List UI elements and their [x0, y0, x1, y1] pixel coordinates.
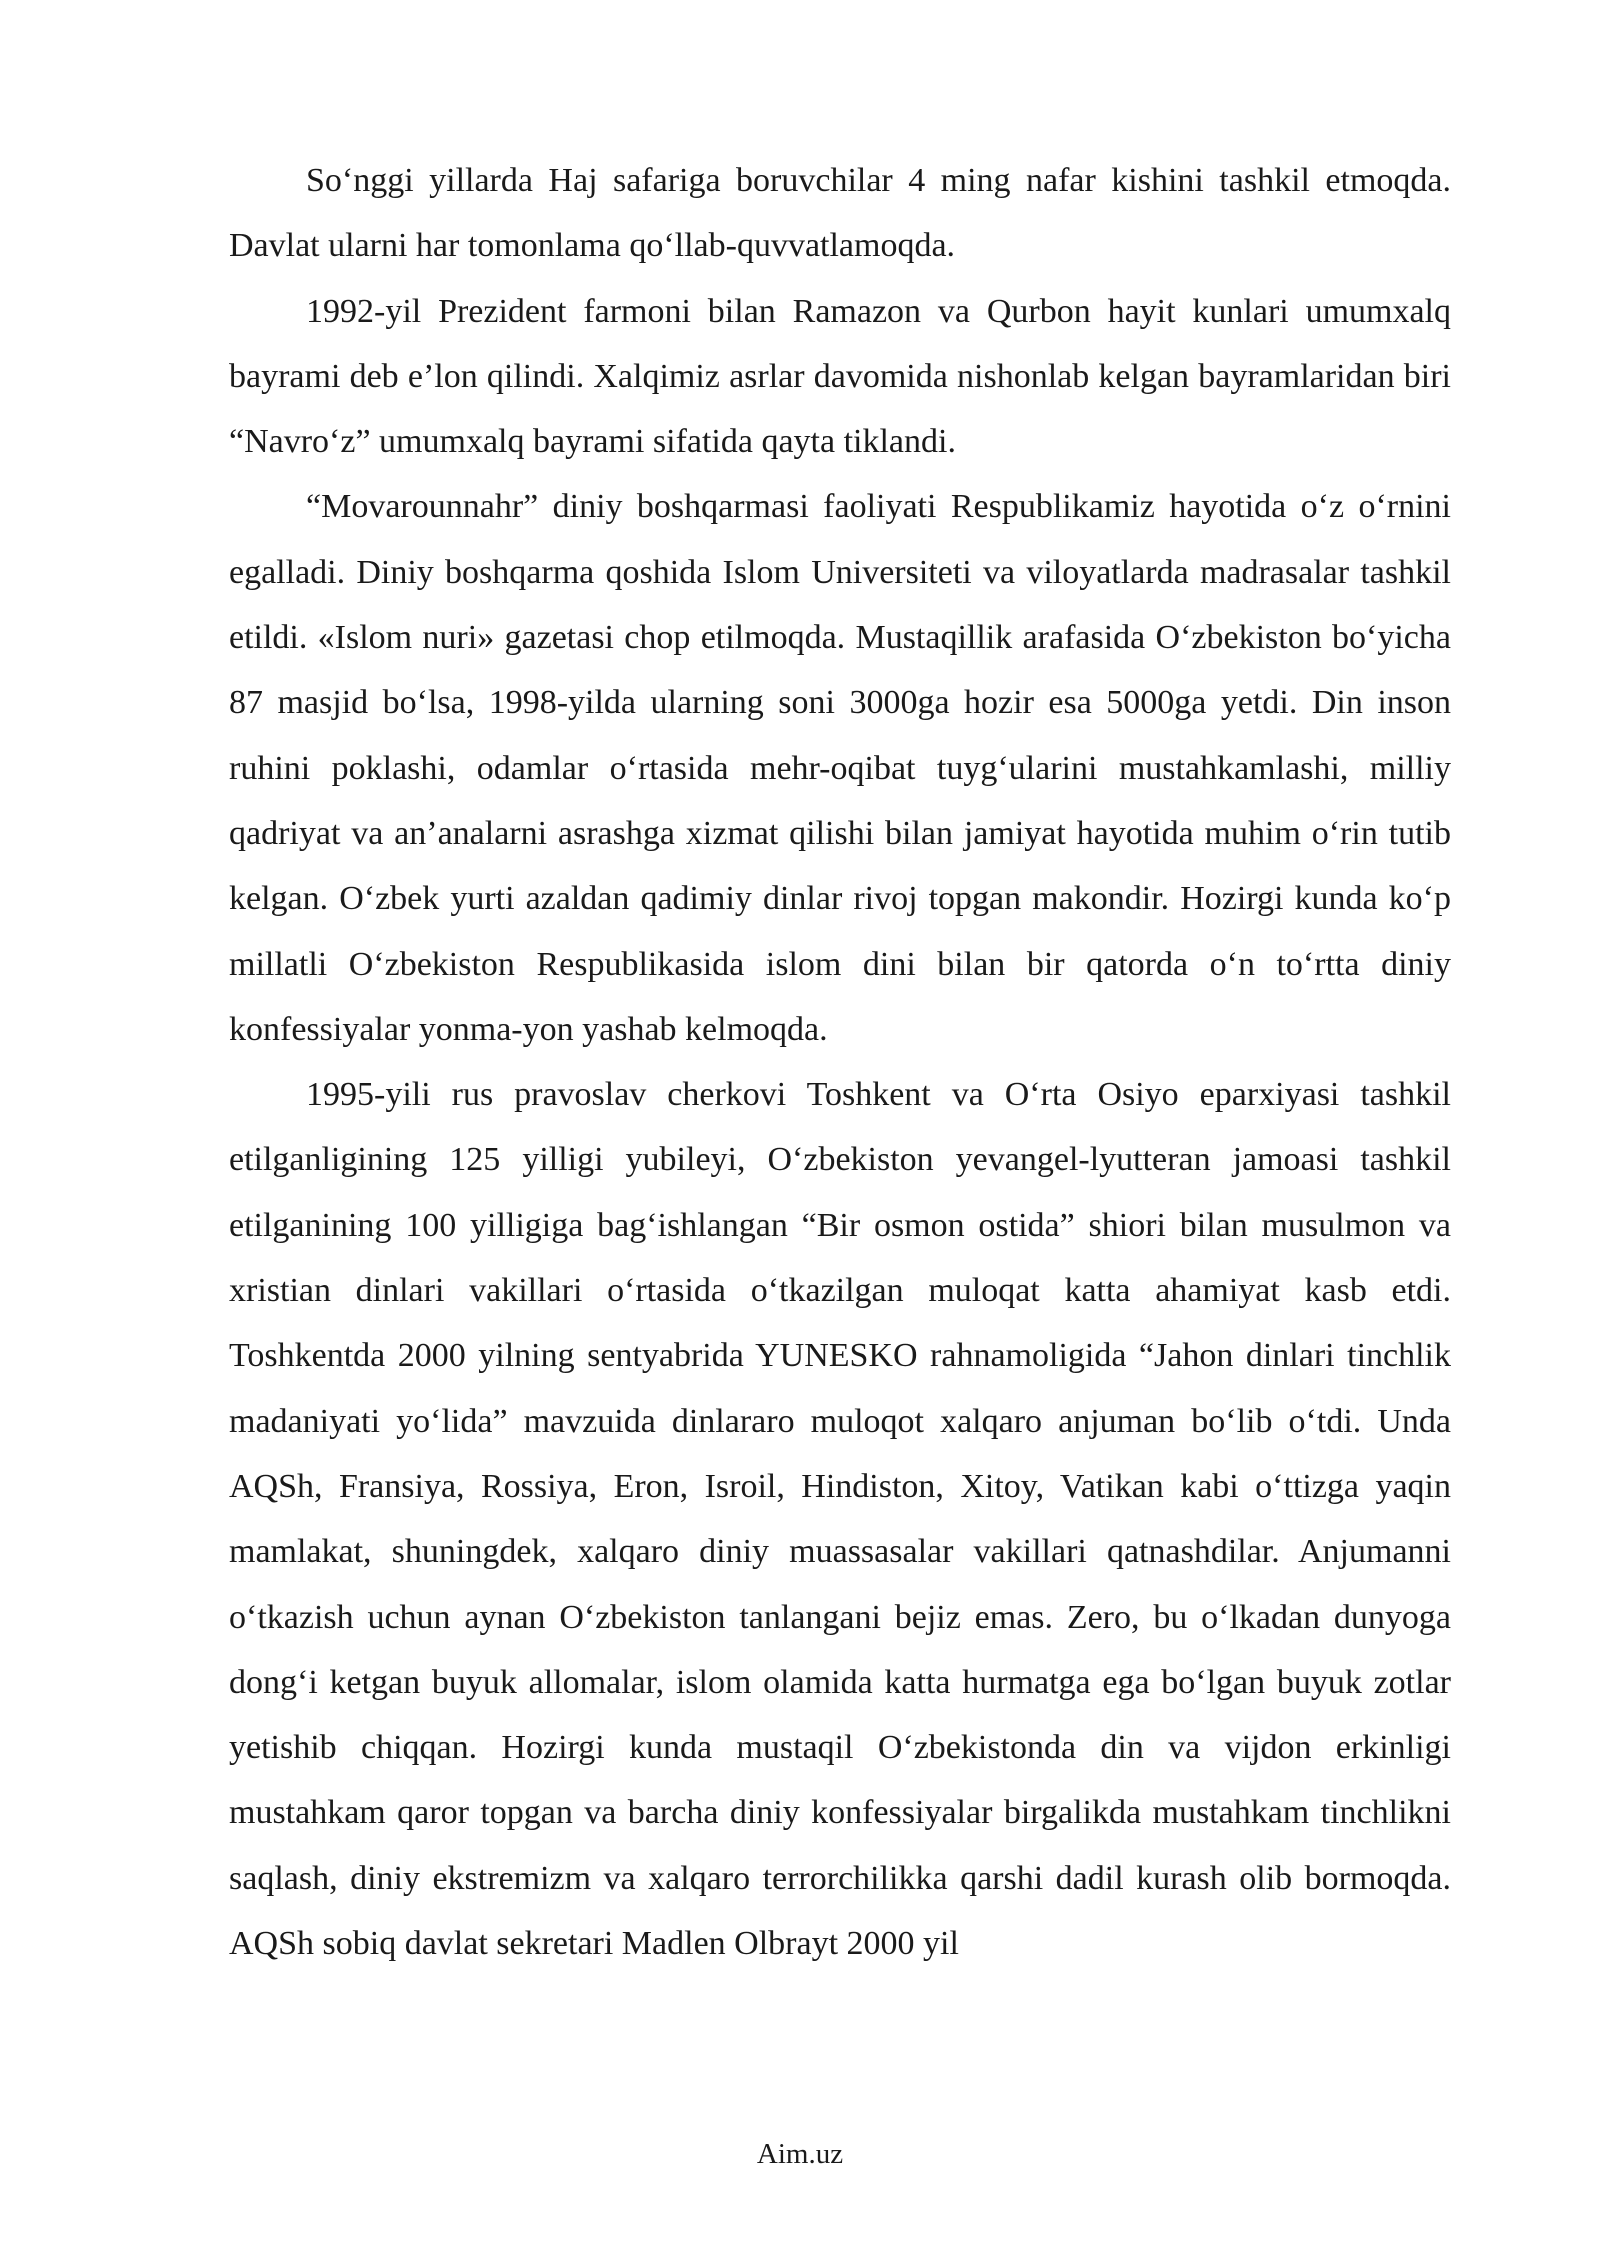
paragraph-2: 1992-yil Prezident farmoni bilan Ramazon va Qurbon hayit kunlari umumxalq bayrami deb e’lon qilindi. Xalqimiz asrlar davomida nishonlab kelgan bayramlaridan biri “Navro‘z” umumxalq bayrami sifatida qayta tiklandi.: [229, 292, 1451, 461]
paragraph-3: “Movarounnahr” diniy boshqarmasi faoliyati Respublikamiz hayotida o‘z o‘rnini egalladi. Diniy boshqarma qoshida Islom Universiteti va viloyatlarda madrasalar tashkil etildi. «Islom nuri» gazetasi chop etilmoqda. Mustaqillik arafasida O‘zbekiston bo‘yicha 87 masjid bo‘lsa, 1998-yilda ularning soni 3000ga hozir esa 5000ga yetdi. Din inson ruhini poklashi, odamlar o‘rtasida mehr-oqibat tuyg‘ularini mustahkamlashi, milliy qadriyat va an’analarni asrashga xizmat qilishi bilan jamiyat hayotida muhim o‘rin tutib kelgan. O‘zbek yurti azaldan qadimiy dinlar rivoj topgan makondir. Hozirgi kunda ko‘p millatli O‘zbekiston Respublikasida islom dini bilan bir qatorda o‘n to‘rtta diniy konfessiyalar yonma-yon yashab kelmoqda.: [229, 488, 1451, 1048]
page-footer: Aim.uz: [756, 2138, 844, 2170]
paragraph-4: 1995-yili rus pravoslav cherkovi Toshkent va O‘rta Osiyo eparxiyasi tashkil etilganligining 125 yilligi yubileyi, O‘zbekiston yevangel-lyutteran jamoasi tashkil etilganining 100 yilligiga bag‘ishlangan “Bir osmon ostida” shiori bilan musulmon va xristian dinlari vakillari o‘rtasida o‘tkazilgan muloqat katta ahamiyat kasb etdi. Toshkentda 2000 yilning sentyabrida YUNESKO rahnamoligida “Jahon dinlari tinchlik madaniyati yo‘lida” mavzuida dinlararo muloqot xalqaro anjuman bo‘lib o‘tdi. Unda AQSh, Fransiya, Rossiya, Eron, Isroil, Hindiston, Xitoy, Vatikan kabi o‘ttizga yaqin mamlakat, shuningdek, xalqaro diniy muassasalar vakillari qatnashdilar. Anjumanni o‘tkazish uchun aynan O‘zbekiston tanlangani bejiz emas. Zero, bu o‘lkadan dunyoga dong‘i ketgan buyuk allomalar, islom olamida katta hurmatga ega bo‘lgan buyuk zotlar yetishib chiqqan. Hozirgi kunda mustaqil O‘zbekistonda din va vijdon erkinligi mustahkam qaror topgan va barcha diniy konfessiyalar birgalikda mustahkam tinchlikni saqlash, diniy ekstremizm va xalqaro terrorchilikka qarshi dadil kurash olib bormoqda. AQSh sobiq davlat sekretari Madlen Olbrayt 2000 yil: [229, 1076, 1451, 1963]
paragraph-1: So‘nggi yillarda Haj safariga boruvchilar 4 ming nafar kishini tashkil etmoqda. Davlat ularni har tomonlama qo‘llab-quvvatlamoqda.: [229, 162, 1451, 265]
document-body: [229, 148, 1451, 1976]
